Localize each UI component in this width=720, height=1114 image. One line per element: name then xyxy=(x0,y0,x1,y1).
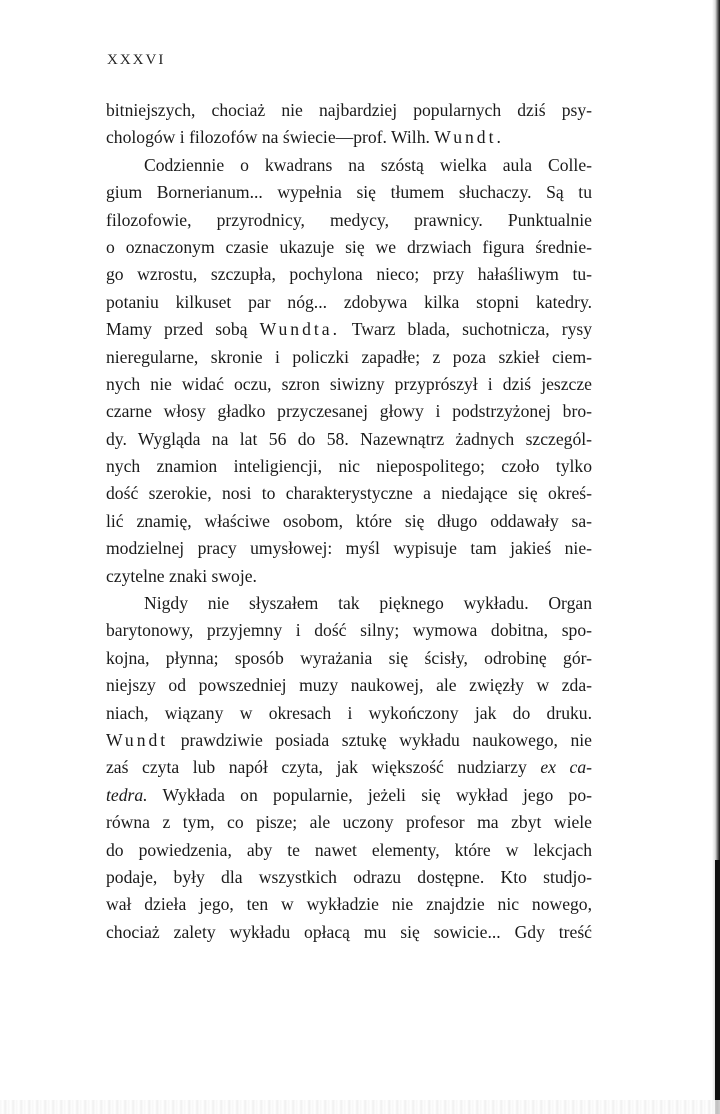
page-text xyxy=(106,97,592,946)
page-edge-dark xyxy=(715,860,720,1114)
author-name: Wundta. xyxy=(259,319,340,340)
text-line: podaje, były dla wszystkich odrazu dostępne. Kto studjo- xyxy=(106,866,592,887)
text-line: czytelne znaki swoje. xyxy=(106,565,257,586)
text-line: równa z tym, co pisze; ale uczony profesor ma zbyt wiele xyxy=(106,812,592,833)
text-line: bitniejszych, chociaż nie najbardziej popularnych dziś psy- xyxy=(106,100,592,120)
text-line: filozofowie, przyrodnicy, medycy, prawnicy. Punktualnie xyxy=(106,209,592,230)
text-fragment: Twarz blada, suchotnicza, rysy xyxy=(339,319,593,340)
text-line: gium Bornerianum... wypełnia się tłumem słuchaczy. Są tu xyxy=(106,182,592,203)
text-fragment: posiada sztukę wykładu naukowego, nie xyxy=(275,729,592,750)
text-line: lić znamię, właściwe osobom, które się długo oddawały sa- xyxy=(106,510,592,531)
text-line: nieregularne, skronie i policzki zapadłe; z poza szkieł ciem- xyxy=(106,346,592,367)
text-line: niach, wiązany w okresach i wykończony jak do druku. xyxy=(106,702,592,723)
text-line: go wzrostu, szczupła, pochylona nieco; przy hałaśliwym tu- xyxy=(106,264,592,285)
text-line: o oznaczonym czasie ukazuje się we drzwiach figura średnie- xyxy=(106,236,592,257)
text-line: czarne włosy gładko przyczesanej głowy i podstrzyżonej bro- xyxy=(106,401,592,422)
text-line: dy. Wygląda na lat 56 do 58. Nazewnątrz żadnych szczegól- xyxy=(106,428,592,449)
text-line: nych znamion inteligiencji, nic niepospolitego; czoło tylko xyxy=(106,456,592,477)
text-fragment: prawdziwie xyxy=(168,729,276,750)
text-line: niejszy od powszedniej muzy naukowej, ale zwięzły w zda- xyxy=(106,675,592,696)
text-line: dość szerokie, nosi to charakterystyczne a niedające się okreś- xyxy=(106,483,592,504)
text-line xyxy=(106,124,592,151)
text-fragment: Mamy przed sobą xyxy=(106,319,260,340)
author-name: Wundt. xyxy=(434,127,504,148)
italic-phrase: tedra. xyxy=(106,784,148,805)
text-line: potaniu kilkuset par nóg... zdobywa kilka stopni katedry. xyxy=(106,291,592,312)
text-line xyxy=(106,782,592,809)
text-fragment: chologów i filozofów na świecie—prof. Wilh. xyxy=(106,127,435,148)
text-line: barytonowy, przyjemny i dość silny; wymowa dobitna, spo- xyxy=(106,620,592,641)
italic-phrase: ex ca- xyxy=(540,757,592,778)
text-line xyxy=(106,727,592,754)
text-fragment: Wykłada on popularnie, jeżeli się wykład jego po- xyxy=(162,784,592,805)
page-number: XXXVI xyxy=(107,52,166,68)
text-line: kojna, płynna; sposób wyrażania się ścisły, odrobinę gór- xyxy=(106,647,592,668)
paragraph-start: Nigdy nie słyszałem tak pięknego wykładu. Organ xyxy=(144,593,592,614)
text-line: chociaż zalety wykładu opłacą mu się sowicie... Gdy treść xyxy=(106,921,592,942)
scan-noise xyxy=(0,1100,720,1114)
text-line xyxy=(106,754,592,781)
text-line: do powiedzenia, aby te nawet elementy, które w lekcjach xyxy=(106,839,592,860)
text-line: wał dzieła jego, ten w wykładzie nie znajdzie nic nowego, xyxy=(106,894,592,915)
text-line: nych nie widać oczu, szron siwizny przyprószył i dziś jeszcze xyxy=(106,373,592,394)
author-name: Wundt xyxy=(106,729,169,750)
text-fragment: zaś czyta lub napół czyta, jak większość nudziarzy xyxy=(106,757,541,778)
text-line xyxy=(106,316,592,343)
paragraph-start: Codziennie o kwadrans na szóstą wielka aula Colle- xyxy=(144,154,592,175)
text-line: modzielnej pracy umysłowej: myśl wypisuje tam jakieś nie- xyxy=(106,538,592,559)
